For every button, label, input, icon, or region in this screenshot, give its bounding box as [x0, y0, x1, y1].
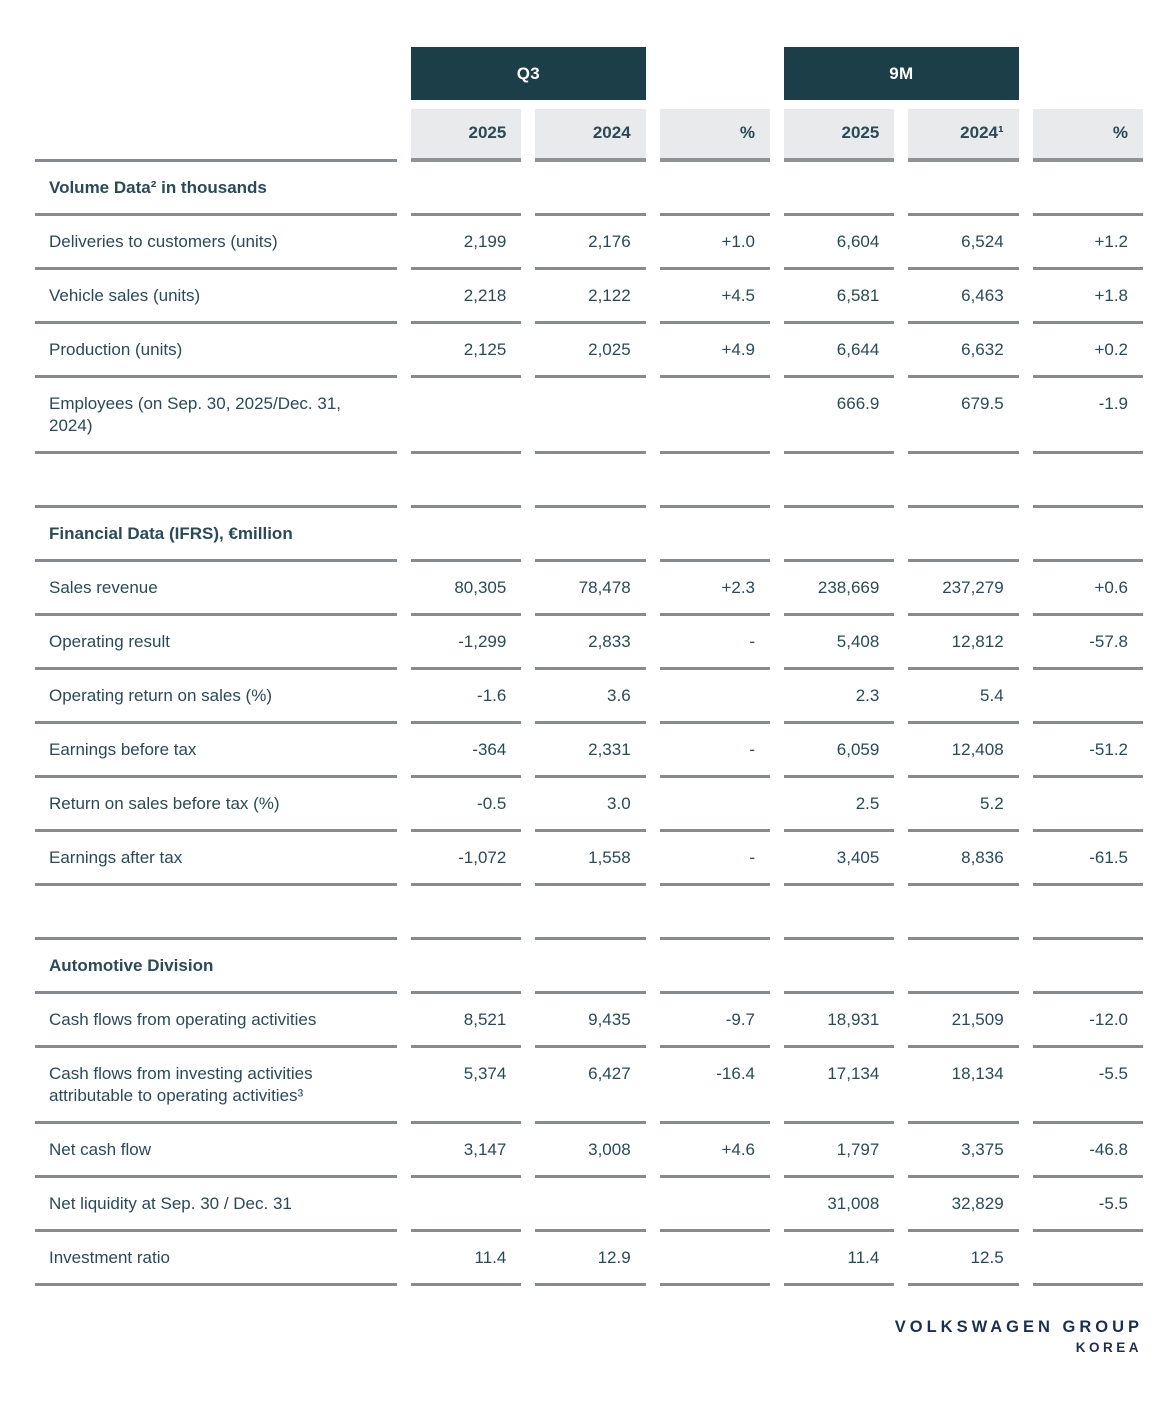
row-value-cell: 2.5 — [784, 778, 894, 832]
brand-region: KOREA — [1075, 1340, 1142, 1355]
row-value-cell: 31,008 — [784, 1178, 894, 1232]
row-value-cell: 6,059 — [784, 724, 894, 778]
table-row — [35, 216, 1143, 270]
row-value-cell: 78,478 — [535, 562, 645, 616]
row-value-cell — [1033, 778, 1143, 832]
spacer-value-cell — [411, 454, 521, 508]
section-header-empty-cell — [784, 162, 894, 216]
row-value-cell: 11.4 — [784, 1232, 894, 1286]
financial-data-table — [35, 47, 1143, 1286]
row-value-cell: 3,405 — [784, 832, 894, 886]
spacer-value-cell — [908, 886, 1018, 940]
row-value-cell — [1033, 1232, 1143, 1286]
row-value-cell — [660, 378, 770, 454]
banner-row-label-spacer — [35, 47, 397, 100]
row-value-cell: 12,408 — [908, 724, 1018, 778]
section-header-empty-cell — [535, 162, 645, 216]
header-label-spacer — [35, 109, 397, 162]
section-header-empty-cell — [1033, 162, 1143, 216]
section-title: Financial Data (IFRS), €million — [35, 508, 397, 562]
nine-month-period-banner: 9M — [784, 47, 1019, 100]
section-header-empty-cell — [535, 940, 645, 994]
row-label: Earnings after tax — [35, 832, 397, 886]
row-value-cell: 12,812 — [908, 616, 1018, 670]
row-value-cell: +1.8 — [1033, 270, 1143, 324]
row-value-cell: 2,125 — [411, 324, 521, 378]
period-banner-row — [35, 47, 1143, 100]
spacer-label-cell — [35, 454, 397, 508]
section-header-row — [35, 940, 1143, 994]
row-value-cell: 5.4 — [908, 670, 1018, 724]
section-header-empty-cell — [660, 162, 770, 216]
table-row — [35, 778, 1143, 832]
row-label: Investment ratio — [35, 1232, 397, 1286]
row-label: Net liquidity at Sep. 30 / Dec. 31 — [35, 1178, 397, 1232]
row-value-cell: +1.2 — [1033, 216, 1143, 270]
table-row — [35, 378, 1143, 454]
row-value-cell: 18,931 — [784, 994, 894, 1048]
table-row — [35, 616, 1143, 670]
row-value-cell: - — [660, 724, 770, 778]
table-row — [35, 1048, 1143, 1124]
row-value-cell: +2.3 — [660, 562, 770, 616]
column-header-9m-pct: % — [1033, 109, 1143, 162]
row-value-cell: 237,279 — [908, 562, 1018, 616]
row-label: Operating return on sales (%) — [35, 670, 397, 724]
row-value-cell: -1.6 — [411, 670, 521, 724]
row-value-cell: 11.4 — [411, 1232, 521, 1286]
row-value-cell — [411, 378, 521, 454]
row-value-cell: 3.0 — [535, 778, 645, 832]
row-value-cell: -57.8 — [1033, 616, 1143, 670]
section-header-empty-cell — [411, 508, 521, 562]
section-header-empty-cell — [784, 508, 894, 562]
section-header-empty-cell — [660, 940, 770, 994]
column-header-q3-pct: % — [660, 109, 770, 162]
row-value-cell: 5.2 — [908, 778, 1018, 832]
section-header-empty-cell — [908, 508, 1018, 562]
row-value-cell: -61.5 — [1033, 832, 1143, 886]
row-label: Operating result — [35, 616, 397, 670]
column-header-q3-2025: 2025 — [411, 109, 521, 162]
spacer-value-cell — [784, 886, 894, 940]
volkswagen-group-korea-logo — [35, 1318, 1143, 1355]
row-value-cell: 12.5 — [908, 1232, 1018, 1286]
row-value-cell: 2,218 — [411, 270, 521, 324]
table-body — [35, 162, 1143, 1286]
row-value-cell: 666.9 — [784, 378, 894, 454]
row-value-cell: -1.9 — [1033, 378, 1143, 454]
row-value-cell: -5.5 — [1033, 1048, 1143, 1124]
row-value-cell — [660, 1178, 770, 1232]
row-value-cell: 2,122 — [535, 270, 645, 324]
section-header-empty-cell — [411, 940, 521, 994]
row-value-cell — [660, 778, 770, 832]
q3-period-banner: Q3 — [411, 47, 646, 100]
row-value-cell: 1,797 — [784, 1124, 894, 1178]
table-row — [35, 994, 1143, 1048]
table-row — [35, 324, 1143, 378]
spacer-value-cell — [411, 886, 521, 940]
row-value-cell: 679.5 — [908, 378, 1018, 454]
section-spacer-row-1 — [35, 886, 1143, 940]
row-value-cell: 3,375 — [908, 1124, 1018, 1178]
row-label: Net cash flow — [35, 1124, 397, 1178]
row-value-cell: 12.9 — [535, 1232, 645, 1286]
section-header-empty-cell — [1033, 508, 1143, 562]
row-value-cell: -12.0 — [1033, 994, 1143, 1048]
row-label: Deliveries to customers (units) — [35, 216, 397, 270]
row-value-cell: -364 — [411, 724, 521, 778]
row-value-cell: 3,008 — [535, 1124, 645, 1178]
banner-row-gap-2 — [1033, 47, 1143, 100]
row-value-cell: +0.6 — [1033, 562, 1143, 616]
section-spacer-row-0 — [35, 454, 1143, 508]
row-value-cell — [660, 1232, 770, 1286]
row-value-cell: 32,829 — [908, 1178, 1018, 1232]
section-header-empty-cell — [784, 940, 894, 994]
row-label: Earnings before tax — [35, 724, 397, 778]
row-value-cell: +0.2 — [1033, 324, 1143, 378]
row-value-cell — [660, 670, 770, 724]
spacer-value-cell — [1033, 886, 1143, 940]
spacer-label-cell — [35, 886, 397, 940]
row-value-cell: 2.3 — [784, 670, 894, 724]
row-value-cell: 17,134 — [784, 1048, 894, 1124]
row-value-cell: 2,833 — [535, 616, 645, 670]
table-row — [35, 1178, 1143, 1232]
row-value-cell: 2,331 — [535, 724, 645, 778]
row-value-cell: -0.5 — [411, 778, 521, 832]
row-value-cell: 6,427 — [535, 1048, 645, 1124]
row-value-cell: +4.5 — [660, 270, 770, 324]
row-value-cell: -16.4 — [660, 1048, 770, 1124]
row-value-cell: - — [660, 832, 770, 886]
row-value-cell: 6,524 — [908, 216, 1018, 270]
row-value-cell — [411, 1178, 521, 1232]
row-value-cell: 2,176 — [535, 216, 645, 270]
section-header-row — [35, 508, 1143, 562]
table-row — [35, 832, 1143, 886]
brand-wordmark: VOLKSWAGEN GROUP — [894, 1318, 1143, 1336]
row-value-cell: 6,644 — [784, 324, 894, 378]
row-value-cell: 8,521 — [411, 994, 521, 1048]
row-value-cell — [535, 1178, 645, 1232]
section-header-row — [35, 162, 1143, 216]
row-value-cell — [535, 378, 645, 454]
row-label: Employees (on Sep. 30, 2025/Dec. 31, 2024) — [35, 378, 397, 454]
row-value-cell: 9,435 — [535, 994, 645, 1048]
spacer-value-cell — [660, 454, 770, 508]
row-value-cell: - — [660, 616, 770, 670]
row-value-cell: 5,374 — [411, 1048, 521, 1124]
row-value-cell: 18,134 — [908, 1048, 1018, 1124]
spacer-value-cell — [660, 886, 770, 940]
row-value-cell — [1033, 670, 1143, 724]
row-value-cell: -51.2 — [1033, 724, 1143, 778]
spacer-value-cell — [535, 454, 645, 508]
row-value-cell: 6,632 — [908, 324, 1018, 378]
table-row — [35, 724, 1143, 778]
section-title: Volume Data² in thousands — [35, 162, 397, 216]
section-title: Automotive Division — [35, 940, 397, 994]
section-header-empty-cell — [660, 508, 770, 562]
row-value-cell: 21,509 — [908, 994, 1018, 1048]
row-label: Return on sales before tax (%) — [35, 778, 397, 832]
section-header-empty-cell — [1033, 940, 1143, 994]
banner-row-gap-1 — [660, 47, 770, 100]
table-row — [35, 1232, 1143, 1286]
column-header-row — [35, 109, 1143, 162]
section-header-empty-cell — [908, 162, 1018, 216]
row-label: Production (units) — [35, 324, 397, 378]
row-value-cell: +1.0 — [660, 216, 770, 270]
table-row — [35, 562, 1143, 616]
row-value-cell: 1,558 — [535, 832, 645, 886]
row-value-cell: +4.9 — [660, 324, 770, 378]
row-value-cell: 6,604 — [784, 216, 894, 270]
table-row — [35, 1124, 1143, 1178]
row-label: Cash flows from investing activities attributable to operating activities³ — [35, 1048, 397, 1124]
spacer-value-cell — [535, 886, 645, 940]
row-value-cell: -1,299 — [411, 616, 521, 670]
table-row — [35, 270, 1143, 324]
section-header-empty-cell — [535, 508, 645, 562]
row-value-cell: 3,147 — [411, 1124, 521, 1178]
row-value-cell: -5.5 — [1033, 1178, 1143, 1232]
row-value-cell: 2,199 — [411, 216, 521, 270]
section-header-empty-cell — [908, 940, 1018, 994]
column-header-9m-2025: 2025 — [784, 109, 894, 162]
column-header-9m-2024: 2024¹ — [908, 109, 1018, 162]
row-value-cell: -9.7 — [660, 994, 770, 1048]
spacer-value-cell — [1033, 454, 1143, 508]
row-value-cell: +4.6 — [660, 1124, 770, 1178]
row-value-cell: 80,305 — [411, 562, 521, 616]
row-value-cell: 238,669 — [784, 562, 894, 616]
table-row — [35, 670, 1143, 724]
row-value-cell: 8,836 — [908, 832, 1018, 886]
row-value-cell: 6,581 — [784, 270, 894, 324]
row-value-cell: 2,025 — [535, 324, 645, 378]
row-value-cell: 5,408 — [784, 616, 894, 670]
spacer-value-cell — [784, 454, 894, 508]
spacer-value-cell — [908, 454, 1018, 508]
row-value-cell: 6,463 — [908, 270, 1018, 324]
column-header-q3-2024: 2024 — [535, 109, 645, 162]
row-label: Sales revenue — [35, 562, 397, 616]
row-label: Cash flows from operating activities — [35, 994, 397, 1048]
row-value-cell: -46.8 — [1033, 1124, 1143, 1178]
row-value-cell: 3.6 — [535, 670, 645, 724]
row-value-cell: -1,072 — [411, 832, 521, 886]
row-label: Vehicle sales (units) — [35, 270, 397, 324]
section-header-empty-cell — [411, 162, 521, 216]
